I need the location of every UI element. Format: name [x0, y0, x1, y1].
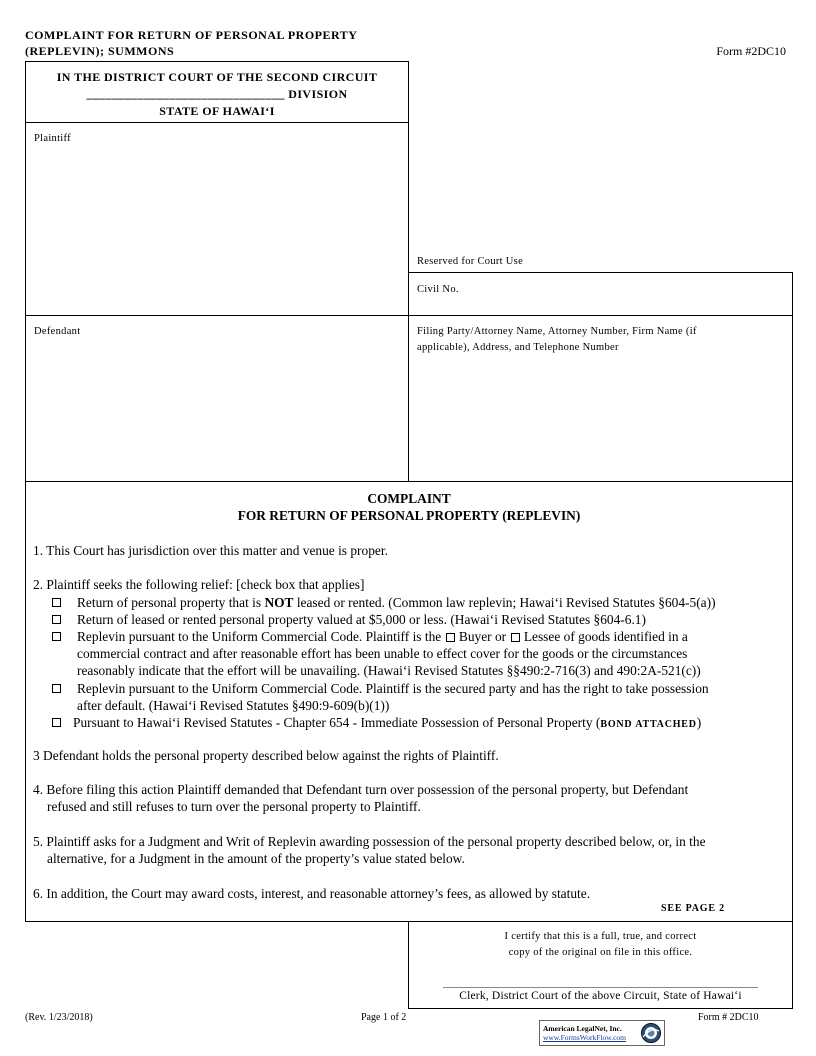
relief-option-5-checkbox[interactable]	[52, 718, 61, 727]
paragraph-3: 3 Defendant holds the personal property described below against the rights of Plaintiff.	[33, 748, 499, 763]
filing-party-box[interactable]	[408, 315, 793, 482]
paragraph-2: 2. Plaintiff seeks the following relief: [check box that applies]	[33, 577, 365, 592]
relief-option-1-checkbox[interactable]	[52, 598, 61, 607]
plaintiff-box[interactable]	[25, 122, 409, 316]
relief-option-5-text: Pursuant to Hawai‘i Revised Statutes - Chapter 654 - Immediate Possession of Personal Property (	[73, 715, 601, 730]
relief-option-4-line1: Replevin pursuant to the Uniform Commercial Code. Plaintiff is the secured party and has the right to take possession	[77, 681, 709, 696]
complaint-title-line2: FOR RETURN OF PERSONAL PROPERTY (REPLEVIN)	[237, 508, 581, 523]
lessee-checkbox[interactable]	[511, 633, 520, 642]
revision-date: (Rev. 1/23/2018)	[25, 1012, 93, 1023]
logo-globe-icon	[640, 1022, 662, 1044]
buyer-label: Buyer or	[455, 629, 510, 644]
division-line	[26, 86, 408, 103]
relief-option-3-line3: reasonably indicate that the effort will be unavailing. (Hawai‘i Revised Statutes §§490:2-716(3) and 490:2A-521(c))	[77, 663, 701, 678]
logo-text-url: www.FormsWorkFlow.com	[543, 1033, 627, 1042]
relief-option-3-checkbox[interactable]	[52, 632, 61, 641]
state-name: STATE OF HAWAI‘I	[159, 104, 275, 118]
relief-option-3-line2: commercial contract and after reasonable effort has been unable to effect cover for the goods or the circumstances	[77, 646, 688, 661]
filing-party-label	[417, 324, 697, 356]
relief-option-4-line2: after default. (Hawai‘i Revised Statutes §490:9-609(b)(1))	[77, 698, 390, 713]
paragraph-4-line1: 4. Before filing this action Plaintiff demanded that Defendant turn over possession of the personal property, but Defendant	[33, 782, 689, 797]
see-page-2: SEE PAGE 2	[661, 903, 725, 914]
relief-option-4	[52, 680, 792, 714]
certification-box	[408, 921, 793, 1009]
relief-option-3	[52, 628, 792, 679]
footer-form-number: Form # 2DC10	[698, 1012, 759, 1023]
page-number: Page 1 of 2	[361, 1012, 407, 1023]
clerk-label: Clerk, District Court of the above Circuit, State of Hawai‘i	[459, 990, 742, 1002]
relief-option-1-not: NOT	[264, 595, 294, 610]
defendant-box[interactable]	[25, 315, 409, 482]
complaint-title-line1: COMPLAINT	[367, 491, 451, 506]
division-blank[interactable]: _______________________________	[86, 87, 285, 101]
legalnet-logo[interactable]	[539, 1020, 665, 1046]
division-label: DIVISION	[288, 87, 348, 101]
paragraph-5-line2: alternative, for a Judgment in the amount of the property’s value stated below.	[47, 851, 465, 866]
filing-party-label-line2: applicable), Address, and Telephone Number	[417, 342, 619, 353]
reserved-court-use-label: Reserved for Court Use	[417, 256, 524, 267]
lessee-label: Lessee of goods identified in a	[520, 629, 688, 644]
complaint-title	[25, 490, 793, 524]
clerk-signature-line[interactable]	[443, 987, 758, 988]
court-caption-box	[25, 61, 409, 123]
defendant-label: Defendant	[34, 326, 81, 337]
relief-option-5-close: )	[696, 715, 702, 730]
relief-option-1-text-c: leased or rented. (Common law replevin; Hawai‘i Revised Statutes §604-5(a))	[293, 595, 716, 610]
paragraph-1: 1. This Court has jurisdiction over this matter and venue is proper.	[33, 543, 388, 558]
paragraph-5-line1: 5. Plaintiff asks for a Judgment and Writ of Replevin awarding possession of the personal property described below, or, in the	[33, 834, 706, 849]
certify-line1: I certify that this is a full, true, and correct	[504, 931, 697, 942]
civil-number-box[interactable]	[408, 272, 793, 316]
form-number: Form #2DC10	[716, 44, 786, 58]
plaintiff-label: Plaintiff	[34, 133, 71, 144]
relief-option-1-text-a: Return of personal property that is	[77, 595, 265, 610]
bond-attached-label: BOND ATTACHED	[600, 719, 697, 730]
court-name: IN THE DISTRICT COURT OF THE SECOND CIRCUIT	[56, 70, 378, 84]
buyer-checkbox[interactable]	[446, 633, 455, 642]
paragraph-5	[33, 833, 706, 867]
civil-number-label: Civil No.	[417, 284, 459, 295]
paragraph-6: 6. In addition, the Court may award costs, interest, and reasonable attorney’s fees, as allowed by statute.	[33, 886, 591, 901]
logo-text-company: American LegalNet, Inc.	[543, 1024, 622, 1033]
form-title-line2: (REPLEVIN); SUMMONS	[25, 44, 175, 58]
filing-party-label-line1: Filing Party/Attorney Name, Attorney Number, Firm Name (if	[417, 326, 697, 337]
form-title-line1: COMPLAINT FOR RETURN OF PERSONAL PROPERTY	[25, 28, 358, 42]
relief-option-4-checkbox[interactable]	[52, 684, 61, 693]
relief-option-3-line1a: Replevin pursuant to the Uniform Commercial Code. Plaintiff is the	[77, 629, 445, 644]
form-title	[25, 27, 357, 59]
relief-option-2-checkbox[interactable]	[52, 615, 61, 624]
certify-line2: copy of the original on file in this office.	[508, 947, 693, 958]
paragraph-4	[33, 781, 688, 815]
relief-option-2-text: Return of leased or rented personal property valued at $5,000 or less. (Hawai‘i Revised Statutes §604-6.1)	[77, 612, 646, 627]
paragraph-4-line2: refused and still refuses to turn over the personal property to Plaintiff.	[47, 799, 421, 814]
